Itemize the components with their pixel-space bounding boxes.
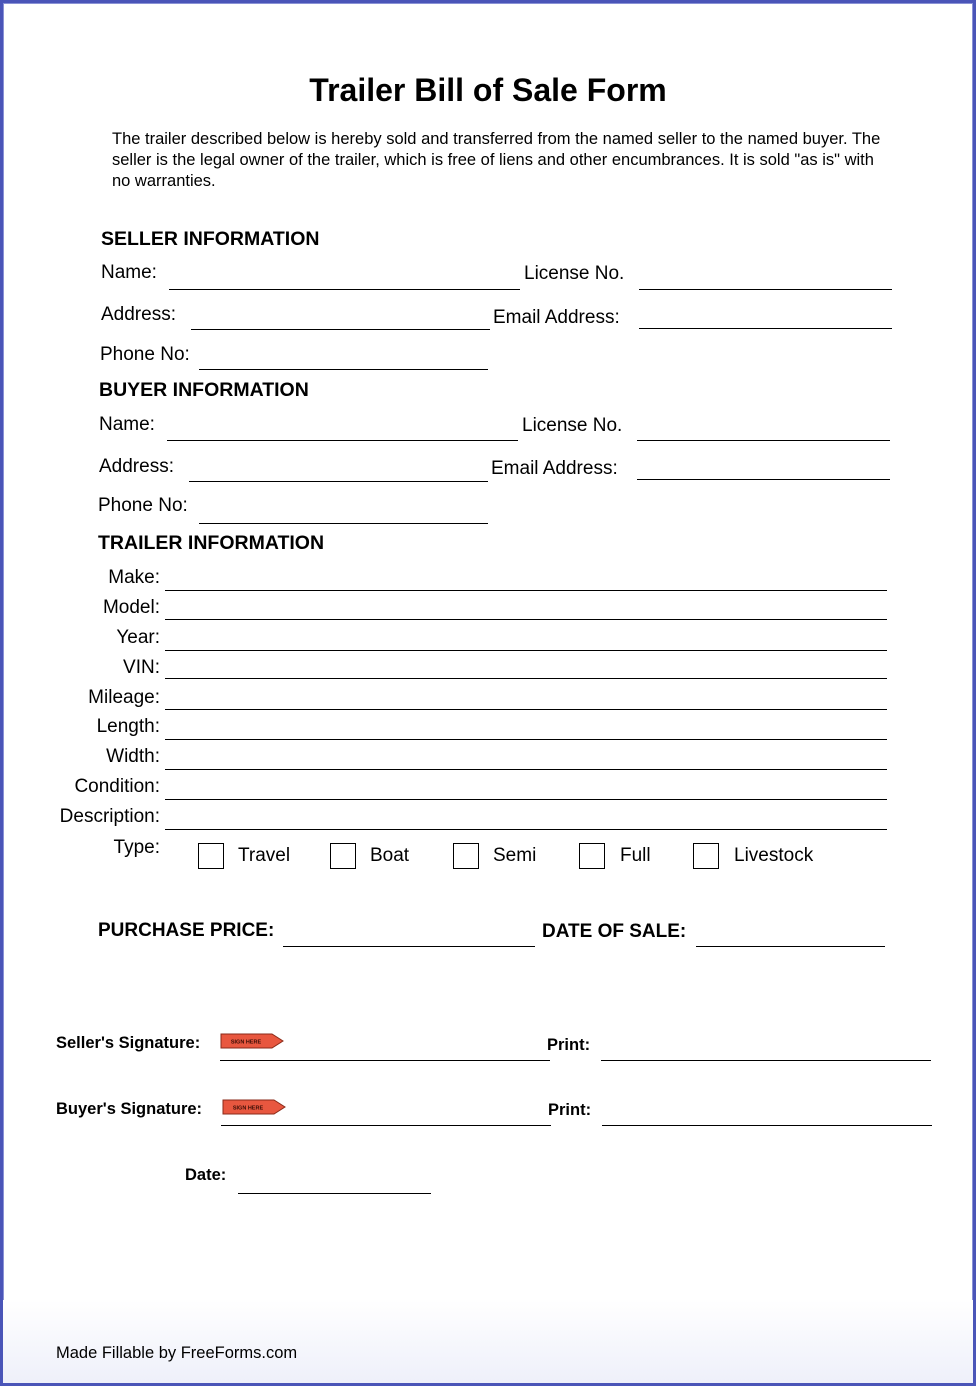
vin-label: VIN: xyxy=(123,657,160,678)
buyer-signature-label: Buyer's Signature: xyxy=(56,1100,203,1118)
seller-email-field[interactable] xyxy=(639,328,892,329)
type-livestock-label: Livestock xyxy=(734,845,814,866)
type-semi-checkbox[interactable] xyxy=(453,843,479,869)
condition-field[interactable] xyxy=(165,799,887,800)
model-label: Model: xyxy=(102,597,160,618)
description-label: Description: xyxy=(59,806,160,827)
buyer-name-label: Name: xyxy=(99,414,155,435)
seller-phone-field[interactable] xyxy=(199,369,488,370)
make-field[interactable] xyxy=(165,590,887,591)
trailer-heading: TRAILER INFORMATION xyxy=(98,532,325,554)
buyer-print-field[interactable] xyxy=(602,1125,932,1126)
intro-paragraph: The trailer described below is hereby sold and transferred from the named seller to the named buyer. The seller is the legal owner of the trailer, which is free of liens and other encumbrances. It is sold "as is" with no warranties. xyxy=(112,130,881,190)
buyer-email-field[interactable] xyxy=(637,479,890,480)
date-of-sale-label: DATE OF SALE: xyxy=(542,921,687,942)
length-label: Length: xyxy=(96,716,160,737)
seller-sign-here-tag[interactable] xyxy=(220,1033,284,1049)
seller-name-label: Name: xyxy=(101,262,157,283)
seller-email-label: Email Address: xyxy=(493,307,620,328)
date-of-sale-field[interactable] xyxy=(696,946,885,947)
type-boat-label: Boat xyxy=(370,845,410,866)
width-label: Width: xyxy=(106,746,160,767)
seller-phone-label: Phone No: xyxy=(100,344,190,365)
buyer-sign-here-tag[interactable] xyxy=(222,1099,286,1115)
type-travel-checkbox[interactable] xyxy=(198,843,224,869)
buyer-email-label: Email Address: xyxy=(491,458,618,479)
purchase-price-field[interactable] xyxy=(283,946,535,947)
type-full-checkbox[interactable] xyxy=(579,843,605,869)
buyer-address-label: Address: xyxy=(99,456,174,477)
sign-here-arrow-icon xyxy=(222,1099,286,1115)
seller-address-label: Address: xyxy=(101,304,176,325)
date-label: Date: xyxy=(185,1166,227,1184)
seller-address-field[interactable] xyxy=(191,329,490,330)
seller-signature-label: Seller's Signature: xyxy=(56,1034,201,1052)
buyer-address-field[interactable] xyxy=(189,481,488,482)
seller-heading: SELLER INFORMATION xyxy=(101,228,320,250)
buyer-license-field[interactable] xyxy=(637,440,890,441)
make-label: Make: xyxy=(108,567,160,588)
seller-license-field[interactable] xyxy=(639,289,892,290)
year-field[interactable] xyxy=(165,650,887,651)
buyer-phone-field[interactable] xyxy=(199,523,488,524)
length-field[interactable] xyxy=(165,739,887,740)
mileage-field[interactable] xyxy=(165,709,887,710)
buyer-print-label: Print: xyxy=(548,1101,592,1119)
date-field[interactable] xyxy=(238,1193,431,1194)
width-field[interactable] xyxy=(165,769,887,770)
mileage-label: Mileage: xyxy=(88,687,160,708)
footer-credit: Made Fillable by FreeForms.com xyxy=(56,1344,298,1362)
model-field[interactable] xyxy=(165,619,887,620)
seller-print-field[interactable] xyxy=(601,1060,931,1061)
purchase-price-label: PURCHASE PRICE: xyxy=(98,920,275,941)
buyer-license-label: License No. xyxy=(522,415,623,436)
type-travel-label: Travel xyxy=(238,845,291,866)
type-full-label: Full xyxy=(620,845,651,866)
seller-license-label: License No. xyxy=(524,263,625,284)
vin-field[interactable] xyxy=(165,678,887,679)
buyer-name-field[interactable] xyxy=(167,440,518,441)
form-title: Trailer Bill of Sale Form xyxy=(309,72,667,108)
sign-here-text: SIGN HERE xyxy=(230,1039,262,1046)
seller-signature-field[interactable] xyxy=(220,1060,550,1061)
description-field[interactable] xyxy=(165,829,887,830)
condition-label: Condition: xyxy=(74,776,160,797)
page-bottom-shade xyxy=(3,1300,973,1383)
buyer-phone-label: Phone No: xyxy=(98,495,188,516)
type-livestock-checkbox[interactable] xyxy=(693,843,719,869)
type-semi-label: Semi xyxy=(493,845,537,866)
sign-here-arrow-icon xyxy=(220,1033,284,1049)
sign-here-text: SIGN HERE xyxy=(232,1105,264,1112)
year-label: Year: xyxy=(116,627,160,648)
seller-print-label: Print: xyxy=(547,1036,591,1054)
type-label: Type: xyxy=(113,837,160,858)
buyer-heading: BUYER INFORMATION xyxy=(99,379,309,401)
seller-name-field[interactable] xyxy=(169,289,520,290)
buyer-signature-field[interactable] xyxy=(221,1125,551,1126)
type-boat-checkbox[interactable] xyxy=(330,843,356,869)
